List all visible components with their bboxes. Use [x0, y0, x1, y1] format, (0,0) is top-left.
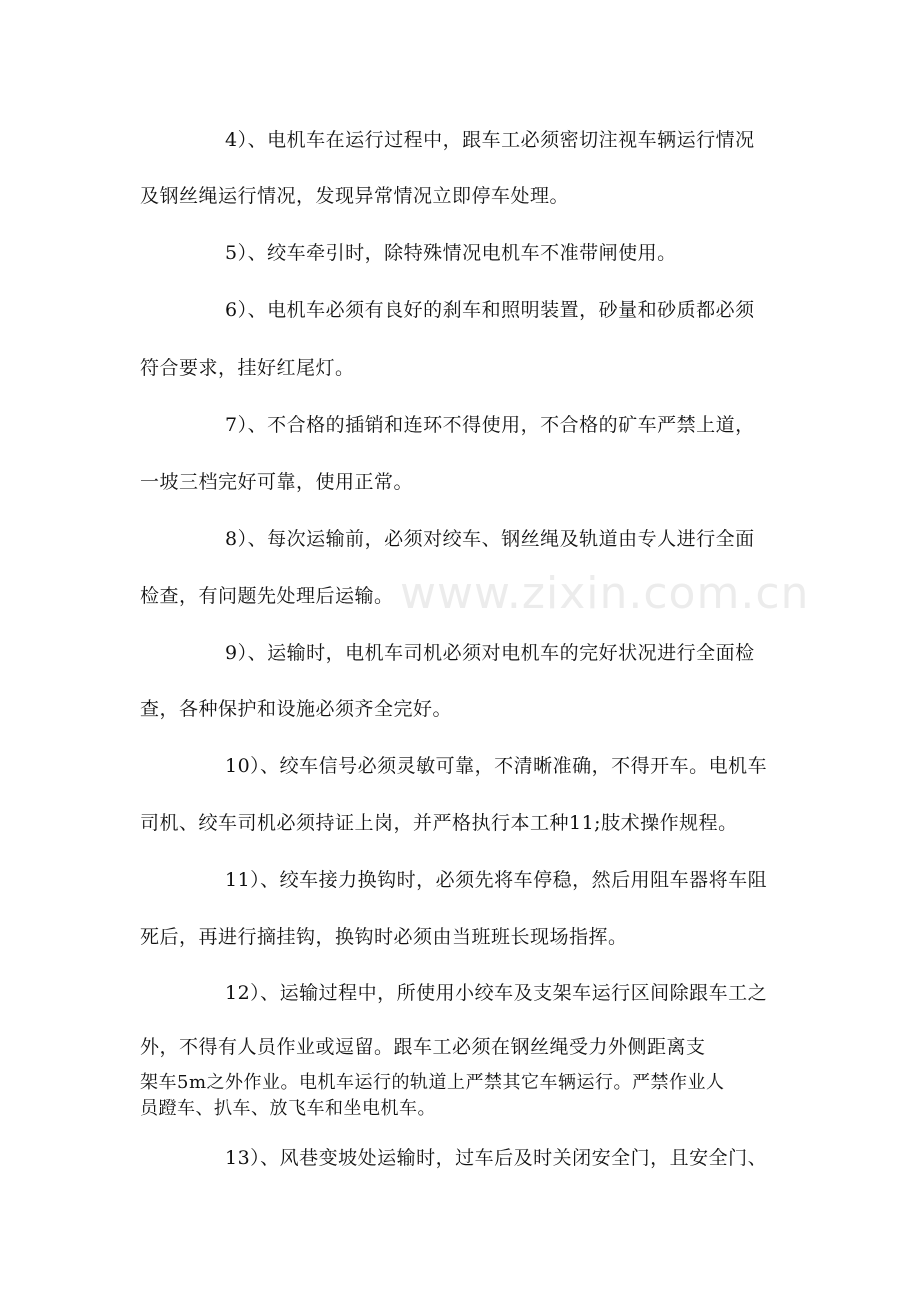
watermark: www.zixin.com.cn: [400, 568, 810, 619]
text-line: 6）、电机车必须有良好的刹车和照明装置，砂量和砂质都必须: [225, 299, 755, 321]
text-line: 外，不得有人员作业或逗留。跟车工必须在钢丝绳受力外侧距离支: [140, 1036, 706, 1058]
text-line: 8）、每次运输前，必须对绞车、钢丝绳及轨道由专人进行全面: [225, 528, 755, 550]
text-line: 9）、运输时，电机车司机必须对电机车的完好状况进行全面检: [225, 642, 755, 664]
text-line: 10）、绞车信号必须灵敏可靠，不清晰准确，不得开车。电机车: [225, 755, 768, 777]
text-line: 一坡三档完好可靠，使用正常。: [140, 471, 414, 493]
text-line: 11）、绞车接力换钩时，必须先将车停稳，然后用阻车器将车阻: [225, 869, 768, 891]
text-line: 司机、绞车司机必须持证上岗，并严格执行本工种11;肢术操作规程。: [140, 812, 738, 834]
text-line: 及钢丝绳运行情况，发现异常情况立即停车处理。: [140, 185, 570, 207]
text-line: 架车5m之外作业。电机车运行的轨道上严禁其它车辆运行。严禁作业人: [140, 1072, 725, 1093]
text-line: 员蹬车、扒车、放飞车和坐电机车。: [140, 1098, 436, 1119]
text-line: 7）、不合格的插销和连环不得使用，不合格的矿车严禁上道，: [225, 414, 755, 436]
text-line: 13）、风巷变坡处运输时，过车后及时关闭安全门，且安全门、: [225, 1147, 768, 1169]
text-line: 检查，有问题先处理后运输。: [140, 585, 394, 607]
text-line: 4）、电机车在运行过程中，跟车工必须密切注视车辆运行情况: [225, 129, 755, 151]
text-line: 符合要求，挂好红尾灯。: [140, 357, 355, 379]
text-line: 死后，再进行摘挂钩，换钩时必须由当班班长现场指挥。: [140, 926, 628, 948]
text-line: 5）、绞车牵引时，除特殊情况电机车不准带闸使用。: [225, 242, 677, 264]
text-line: 12）、运输过程中，所使用小绞车及支架车运行区间除跟车工之: [225, 982, 768, 1004]
text-line: 查，各种保护和设施必须齐全完好。: [140, 698, 453, 720]
